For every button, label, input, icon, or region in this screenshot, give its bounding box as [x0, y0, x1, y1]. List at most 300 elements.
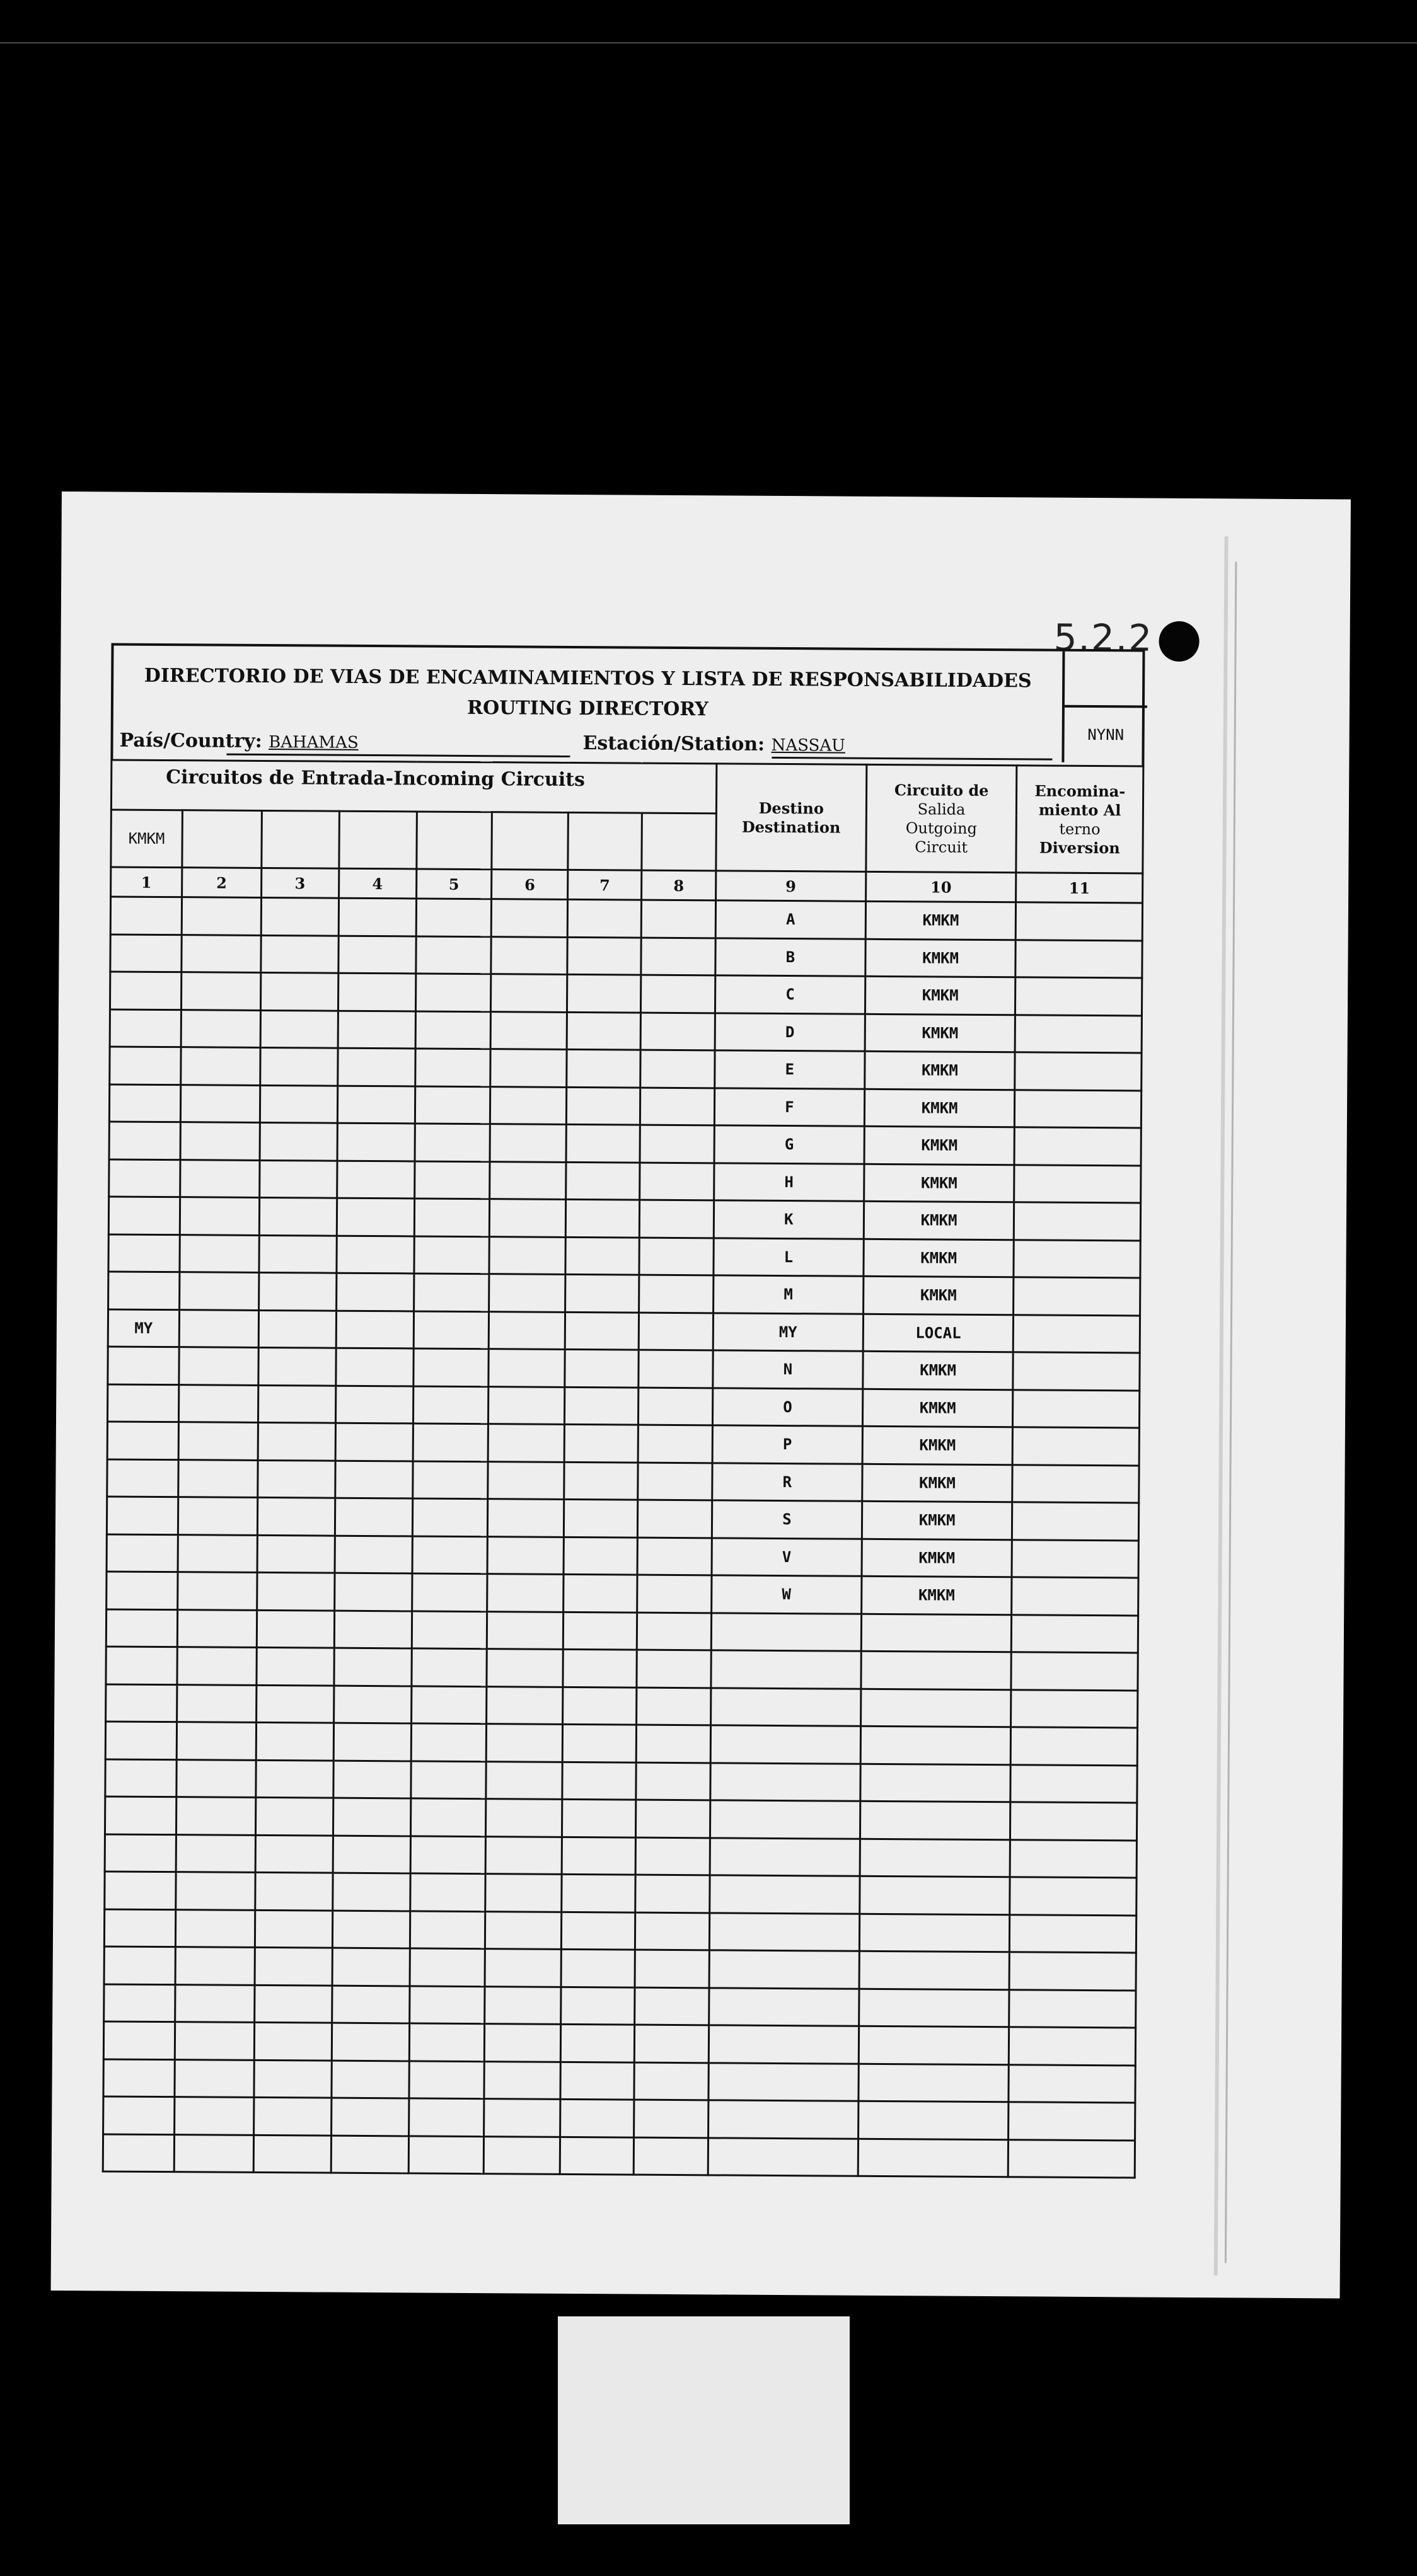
destination-cell: P — [712, 1425, 862, 1464]
table-row — [103, 2096, 1135, 2140]
column-number: 3 — [261, 868, 338, 898]
incoming-circuit-cell — [176, 1834, 255, 1872]
incoming-circuit-cell — [563, 1649, 637, 1687]
diversion-cell — [1010, 1877, 1136, 1916]
incoming-circuit-cell — [332, 1911, 410, 1948]
incoming-circuit-3 — [262, 810, 339, 868]
table-row — [110, 934, 1142, 977]
incoming-circuit-cell — [412, 1536, 488, 1573]
incoming-circuit-cell — [413, 1386, 489, 1423]
diversion-cell — [1014, 1277, 1140, 1316]
incoming-circuit-cell — [175, 1909, 255, 1947]
incoming-circuit-cell — [338, 1011, 415, 1049]
destination-cell — [710, 1875, 860, 1914]
incoming-circuit-cell — [107, 1422, 178, 1459]
incoming-circuit-cell — [487, 1574, 564, 1612]
incoming-circuit-cell — [562, 1799, 636, 1837]
outgoing-circuit-cell: KMKM — [864, 1089, 1015, 1127]
incoming-circuit-cell — [490, 1124, 566, 1162]
incoming-circuit-cell — [414, 1199, 490, 1236]
incoming-circuit-cell — [335, 1348, 413, 1386]
station-field — [582, 732, 845, 756]
outgoing-circuit-cell: KMKM — [864, 1126, 1015, 1164]
incoming-circuit-cell — [561, 1987, 635, 2025]
destination-cell — [710, 1762, 860, 1801]
incoming-circuit-cell — [331, 2136, 408, 2173]
column-number: 2 — [182, 868, 261, 898]
diversion-cell — [1015, 977, 1142, 1016]
incoming-circuit-cell — [109, 1084, 180, 1122]
diversion-cell — [1009, 1989, 1136, 2028]
incoming-circuit-cell — [255, 1947, 332, 1985]
diversion-cell — [1015, 940, 1142, 978]
destination-cell: D — [715, 1013, 865, 1051]
column-number: 10 — [865, 871, 1016, 902]
incoming-circuit-cell — [491, 974, 567, 1012]
incoming-circuit-cell — [412, 1573, 487, 1611]
incoming-circuit-cell — [253, 2097, 331, 2135]
destination-cell — [711, 1613, 861, 1651]
incoming-circuit-cell — [410, 1911, 485, 1948]
incoming-circuit-cell — [177, 1647, 257, 1685]
incoming-circuit-cell — [257, 1535, 335, 1573]
incoming-circuit-cell — [639, 1388, 713, 1425]
table-row — [105, 1759, 1137, 1802]
incoming-circuit-cell — [178, 1459, 258, 1497]
incoming-circuit-cell — [485, 1874, 562, 1912]
incoming-circuit-cell — [415, 1011, 491, 1049]
outgoing-circuit-cell: KMKM — [862, 1426, 1013, 1464]
destination-cell: H — [714, 1163, 864, 1201]
column-number: 11 — [1016, 873, 1143, 903]
incoming-circuit-cell — [639, 1350, 713, 1388]
incoming-circuit-cell — [181, 1009, 260, 1047]
code-box-divider — [1065, 705, 1147, 708]
table-row — [104, 1909, 1136, 1952]
incoming-circuit-cell — [335, 1498, 412, 1536]
incoming-circuit-cell — [639, 1275, 714, 1313]
incoming-circuit-cell — [110, 897, 182, 934]
country-value: BAHAMAS — [269, 733, 359, 752]
table-row — [108, 1309, 1140, 1352]
incoming-circuit-cell — [635, 1987, 709, 2025]
incoming-circuit-cell — [409, 1986, 485, 2023]
incoming-circuit-cell — [567, 974, 641, 1012]
incoming-circuit-cell — [108, 1234, 180, 1272]
table-row — [103, 2059, 1135, 2102]
incoming-circuit-cell — [408, 2061, 484, 2098]
destination-cell: F — [714, 1088, 864, 1126]
incoming-circuit-cell — [261, 935, 338, 973]
incoming-circuit-cell — [256, 1685, 333, 1723]
incoming-circuit-cell — [488, 1499, 564, 1537]
incoming-circuit-cell — [180, 1197, 259, 1235]
incoming-circuit-cell — [176, 1872, 255, 1910]
incoming-circuit-cell — [410, 1761, 486, 1798]
incoming-circuit-cell — [110, 934, 182, 972]
destination-cell: N — [713, 1350, 863, 1389]
incoming-circuit-cell — [260, 1047, 337, 1085]
incoming-circuit-cell — [333, 1836, 410, 1873]
incoming-circuit-cell — [254, 2060, 332, 2098]
outgoing-circuit-cell: LOCAL — [863, 1314, 1014, 1352]
incoming-circuit-cell — [640, 1163, 714, 1200]
incoming-circuit-cell — [415, 1049, 490, 1086]
diversion-cell — [1011, 1727, 1138, 1766]
incoming-circuit-cell — [260, 972, 338, 1010]
outgoing-circuit-cell: KMKM — [862, 1389, 1013, 1427]
incoming-circuit-cell — [560, 2137, 633, 2175]
incoming-circuit-cell — [564, 1574, 637, 1612]
destination-cell — [709, 1912, 859, 1951]
incoming-circuit-cell — [485, 2024, 561, 2062]
incoming-circuit-cell — [637, 1500, 712, 1538]
incoming-circuit-cell — [258, 1422, 335, 1460]
table-row — [110, 897, 1142, 940]
incoming-circuits-header: Circuitos de Entrada-Incoming Circuits — [111, 760, 716, 814]
incoming-circuit-cell — [332, 1948, 410, 1986]
incoming-circuit-cell — [566, 1162, 640, 1200]
destination-cell: MY — [713, 1313, 863, 1351]
outgoing-circuit-cell: KMKM — [865, 939, 1016, 977]
destination-cell — [711, 1650, 861, 1689]
incoming-circuit-cell — [257, 1610, 334, 1648]
outgoing-circuit-cell — [859, 1951, 1010, 1989]
diversion-header-line1: Encomina- — [1034, 781, 1126, 800]
diversion-cell — [1009, 1952, 1136, 1991]
incoming-circuit-cell — [180, 1159, 259, 1197]
column-number: 8 — [642, 870, 716, 900]
diversion-cell — [1010, 1914, 1136, 1953]
incoming-circuit-cell — [337, 1123, 415, 1161]
outgoing-circuit-cell: KMKM — [865, 1014, 1015, 1052]
incoming-circuit-cell — [176, 1722, 256, 1760]
incoming-circuit-cell — [567, 1049, 640, 1087]
destination-cell — [708, 2100, 859, 2139]
incoming-circuit-cell — [486, 1761, 562, 1799]
incoming-circuit-cell — [484, 2061, 560, 2099]
outgoing-header-line3: Outgoing — [905, 819, 977, 837]
incoming-circuit-cell — [338, 936, 415, 974]
incoming-circuit-cell — [335, 1386, 413, 1423]
diversion-header — [1016, 766, 1143, 873]
incoming-circuit-cell — [256, 1722, 333, 1760]
table-row — [106, 1609, 1138, 1652]
incoming-circuit-cell — [174, 2134, 253, 2172]
incoming-circuit-4 — [338, 811, 416, 869]
incoming-circuit-cell — [180, 1084, 260, 1122]
incoming-circuit-cell — [636, 1725, 710, 1762]
incoming-circuit-cell — [487, 1686, 563, 1724]
diversion-cell — [1014, 1164, 1141, 1203]
incoming-circuit-cell — [412, 1461, 488, 1498]
incoming-circuit-cell — [182, 934, 261, 972]
incoming-circuit-cell — [334, 1573, 412, 1611]
incoming-circuit-cell — [637, 1575, 712, 1613]
incoming-circuit-cell — [257, 1460, 335, 1498]
incoming-circuit-cell — [178, 1497, 257, 1535]
routing-directory-form — [102, 643, 1145, 2178]
incoming-circuit-cell — [110, 1047, 181, 1084]
incoming-circuit-cell — [105, 1722, 176, 1759]
diversion-cell — [1016, 902, 1143, 941]
outgoing-circuit-cell: KMKM — [864, 1051, 1015, 1090]
outgoing-circuit-cell: KMKM — [862, 1539, 1012, 1577]
diversion-cell — [1014, 1202, 1141, 1241]
station-underline — [772, 757, 1052, 761]
incoming-circuit-cell — [567, 1087, 640, 1125]
incoming-circuit-cell — [561, 1949, 635, 1987]
incoming-circuit-cell — [490, 1049, 567, 1087]
country-field — [119, 730, 358, 753]
incoming-circuit-cell — [489, 1311, 565, 1349]
incoming-circuit-cell — [176, 1684, 256, 1722]
incoming-circuit-cell — [103, 2096, 175, 2134]
destination-cell: C — [715, 975, 865, 1014]
scan-target-card — [558, 2316, 850, 2524]
incoming-circuit-cell — [109, 1159, 180, 1197]
destination-cell: R — [712, 1463, 862, 1501]
incoming-circuit-cell — [640, 1125, 714, 1163]
incoming-circuit-cell — [337, 1086, 415, 1124]
incoming-circuit-cell — [177, 1572, 257, 1610]
table-row — [105, 1722, 1137, 1765]
destination-cell: K — [714, 1200, 864, 1239]
outgoing-circuit-cell: KMKM — [864, 1239, 1014, 1277]
incoming-circuit-cell — [178, 1422, 258, 1460]
page-number: 5.2.2 — [1053, 616, 1154, 660]
incoming-circuit-cell — [638, 1425, 712, 1463]
incoming-circuit-cell — [107, 1534, 178, 1572]
diversion-cell — [1009, 2139, 1135, 2178]
incoming-circuit-cell — [260, 1010, 338, 1048]
incoming-circuit-cell — [567, 937, 641, 975]
incoming-circuit-cell — [640, 1050, 715, 1088]
incoming-circuit-cell — [110, 1009, 181, 1047]
incoming-circuit-cell: MY — [108, 1309, 179, 1347]
incoming-circuit-cell — [635, 1837, 710, 1875]
incoming-circuit-cell — [564, 1462, 638, 1500]
outgoing-circuit-cell — [859, 1914, 1010, 1952]
incoming-circuit-cell — [332, 2061, 409, 2098]
form-subtitle: ROUTING DIRECTORY — [466, 696, 708, 721]
incoming-circuit-cell — [108, 1347, 179, 1384]
outgoing-circuit-cell — [860, 1801, 1010, 1839]
column-number: 9 — [716, 871, 866, 901]
incoming-circuit-cell — [640, 1013, 715, 1050]
incoming-circuit-cell — [104, 1946, 175, 1984]
incoming-circuit-cell — [414, 1274, 489, 1311]
table-row — [106, 1647, 1138, 1690]
incoming-circuit-cell — [565, 1312, 639, 1350]
table-row — [108, 1272, 1140, 1315]
incoming-circuit-cell — [109, 1122, 180, 1159]
incoming-circuit-cell — [415, 1086, 490, 1124]
destination-cell: L — [714, 1238, 864, 1276]
diversion-cell — [1011, 1689, 1138, 1728]
incoming-circuit-cell — [489, 1386, 565, 1424]
incoming-circuit-cell — [489, 1236, 565, 1274]
diversion-cell — [1009, 2102, 1135, 2141]
incoming-circuit-cell — [634, 2062, 708, 2100]
incoming-circuit-cell — [255, 1910, 332, 1948]
incoming-circuit-cell — [633, 2137, 708, 2175]
diversion-cell — [1009, 2064, 1135, 2103]
incoming-circuit-cell — [179, 1347, 258, 1385]
incoming-circuit-cell — [641, 975, 715, 1013]
outgoing-header-line2: Salida — [917, 800, 966, 819]
diversion-cell — [1015, 1052, 1142, 1091]
outgoing-circuit-cell: KMKM — [862, 1464, 1012, 1502]
incoming-circuit-cell — [175, 1947, 255, 1985]
table-row — [103, 2021, 1135, 2065]
incoming-circuit-cell — [408, 2136, 484, 2173]
incoming-circuit-cell — [333, 1798, 410, 1836]
incoming-circuit-cell — [640, 1088, 714, 1125]
incoming-circuit-cell — [411, 1686, 487, 1723]
incoming-circuit-cell — [107, 1572, 178, 1609]
incoming-circuit-cell — [410, 1948, 485, 1986]
table-row — [103, 2134, 1135, 2177]
diversion-cell — [1014, 1314, 1140, 1353]
outgoing-circuit-header — [866, 764, 1017, 872]
incoming-circuit-cell — [414, 1236, 489, 1274]
diversion-cell — [1009, 2027, 1136, 2066]
incoming-circuit-cell — [411, 1723, 487, 1761]
incoming-circuit-cell — [635, 1950, 709, 1987]
diversion-cell — [1013, 1427, 1140, 1466]
incoming-circuit-cell — [639, 1313, 713, 1350]
incoming-circuit-cell — [334, 1611, 412, 1648]
incoming-circuit-cell — [492, 899, 568, 937]
incoming-circuit-cell — [261, 897, 338, 935]
incoming-circuit-cell — [336, 1311, 414, 1348]
incoming-circuit-cell — [103, 2021, 175, 2059]
incoming-circuit-cell — [488, 1424, 564, 1462]
incoming-circuit-cell — [104, 1984, 175, 2021]
diversion-header-line4: Diversion — [1039, 837, 1120, 857]
diversion-cell — [1013, 1389, 1140, 1428]
incoming-circuit-cell — [634, 2025, 708, 2062]
diversion-cell — [1015, 1015, 1142, 1053]
destination-cell: O — [712, 1388, 862, 1426]
incoming-circuit-cell — [107, 1384, 178, 1422]
incoming-circuit-cell — [258, 1347, 336, 1385]
incoming-circuit-cell — [562, 1837, 635, 1875]
destination-header — [716, 764, 867, 871]
incoming-circuit-cell — [176, 1759, 256, 1797]
incoming-circuit-cell — [180, 1234, 259, 1272]
destination-cell — [711, 1688, 861, 1726]
diversion-cell — [1013, 1352, 1140, 1391]
incoming-circuit-cell — [636, 1800, 710, 1837]
table-row — [104, 1984, 1136, 2027]
incoming-circuit-cell — [254, 2022, 332, 2060]
incoming-circuit-cell — [415, 936, 491, 974]
incoming-circuit-cell — [414, 1311, 489, 1348]
incoming-circuit-cell — [490, 1011, 567, 1049]
incoming-circuit-cell — [260, 1085, 337, 1123]
routing-table — [102, 759, 1145, 2178]
diversion-cell — [1012, 1502, 1139, 1541]
column-number: 5 — [416, 869, 492, 899]
incoming-circuit-cell — [260, 1122, 337, 1160]
incoming-circuit-cell — [103, 2059, 175, 2096]
outgoing-circuit-cell — [860, 1689, 1011, 1727]
incoming-circuit-cell — [106, 1609, 177, 1647]
incoming-circuit-cell — [178, 1384, 258, 1422]
incoming-circuit-cell — [105, 1872, 176, 1909]
destination-header-es: Destino — [758, 798, 824, 817]
table-row — [110, 972, 1142, 1015]
destination-header-en: Destination — [741, 817, 841, 837]
column-number: 4 — [338, 868, 416, 899]
outgoing-circuit-cell — [860, 1726, 1011, 1764]
incoming-circuit-cell — [335, 1423, 413, 1461]
incoming-circuit-cell — [413, 1348, 489, 1386]
table-row — [109, 1084, 1141, 1127]
incoming-circuit-cell — [485, 1986, 561, 2024]
code-box — [1061, 652, 1147, 763]
table-row — [110, 1009, 1142, 1052]
outgoing-circuit-cell: KMKM — [861, 1576, 1012, 1614]
incoming-circuit-cell — [108, 1272, 180, 1309]
column-number: 1 — [111, 867, 182, 897]
incoming-circuit-cell — [408, 2098, 484, 2136]
incoming-circuit-cell — [258, 1272, 336, 1310]
incoming-circuit-cell — [412, 1498, 488, 1536]
country-underline — [226, 754, 570, 757]
incoming-circuit-cell — [333, 1723, 411, 1761]
table-row — [108, 1347, 1140, 1390]
incoming-circuit-cell — [487, 1611, 564, 1649]
incoming-circuit-5 — [416, 812, 492, 870]
incoming-circuit-cell — [413, 1423, 489, 1461]
incoming-circuit-cell — [566, 1124, 640, 1162]
incoming-circuit-cell — [639, 1238, 714, 1275]
incoming-circuit-cell — [332, 1873, 410, 1911]
incoming-circuit-cell — [334, 1648, 412, 1686]
column-number: 7 — [568, 870, 642, 900]
diversion-cell — [1010, 1802, 1137, 1841]
outgoing-circuit-cell — [859, 2026, 1009, 2064]
incoming-circuit-cell — [335, 1536, 412, 1573]
table-row — [106, 1684, 1138, 1727]
incoming-circuit-cell — [259, 1235, 337, 1273]
outgoing-header-line1: Circuito de — [894, 780, 989, 800]
incoming-circuit-cell — [409, 2023, 485, 2061]
incoming-circuit-cell — [259, 1160, 337, 1198]
diversion-cell — [1012, 1464, 1139, 1503]
incoming-circuit-cell — [565, 1237, 639, 1275]
incoming-circuit-cell — [338, 973, 415, 1011]
table-row — [107, 1572, 1138, 1615]
incoming-circuit-cell — [179, 1309, 258, 1347]
incoming-circuit-8 — [642, 813, 716, 871]
incoming-circuit-cell — [104, 1909, 175, 1946]
incoming-circuit-cell — [485, 1949, 561, 1987]
incoming-circuit-7 — [568, 812, 642, 870]
incoming-circuit-cell — [337, 1048, 415, 1086]
incoming-circuit-cell — [641, 938, 715, 975]
diversion-cell — [1015, 1090, 1142, 1128]
incoming-circuit-cell — [641, 900, 715, 938]
destination-cell — [708, 2137, 858, 2176]
diversion-cell — [1012, 1577, 1138, 1616]
outgoing-header-line4: Circuit — [915, 837, 968, 856]
outgoing-circuit-cell: KMKM — [863, 1276, 1014, 1314]
incoming-circuit-cell — [567, 1012, 640, 1050]
